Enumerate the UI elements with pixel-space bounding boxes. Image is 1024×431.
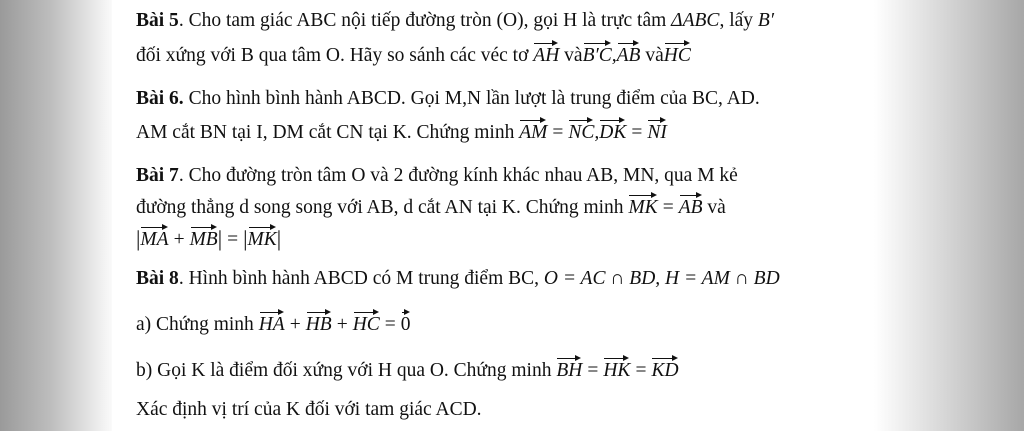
conj-va-2: và <box>640 45 664 66</box>
vector-ha: HA <box>259 310 285 337</box>
part-b-text: b) Gọi K là điểm đối xứng với H qua O. Chứng minh <box>136 360 557 381</box>
vector-nc: NC <box>568 118 594 145</box>
vector-mk-2: MK <box>248 225 277 252</box>
conj-va-3: và <box>702 197 726 218</box>
vector-hc-2: HC <box>353 310 380 337</box>
problem-6-line-1 <box>136 87 760 111</box>
vector-bh: BH <box>556 356 582 383</box>
vector-kd: KD <box>651 356 678 383</box>
problem-6-label: Bài 6. <box>136 88 184 109</box>
problem-5-line-2 <box>136 41 691 68</box>
problem-7-text: . Cho đường tròn tâm O và 2 đường kính khác nhau AB, MN, qua M kẻ <box>178 165 738 186</box>
problem-8-label: Bài 8 <box>136 268 179 289</box>
problem-7-line-1 <box>136 164 738 188</box>
vector-ab: AB <box>617 41 641 68</box>
problem-7-label: Bài 7 <box>136 165 179 186</box>
problem-6-line-2: AM cắt BN tại I, DM cắt CN tại K. Chứng minh AM = NC,DK = NI <box>136 118 667 145</box>
problem-5-line-1 <box>136 9 774 33</box>
vector-hc: HC <box>664 41 691 68</box>
problem-7-text-b: đường thẳng d song song với AB, d cắt AN tại K. Chứng minh <box>136 197 629 218</box>
problem-8-text: . Hình bình hành ABCD có M trung điểm BC, <box>178 268 544 289</box>
vector-ah: AH <box>533 41 559 68</box>
point-b-prime: B′ <box>757 10 775 31</box>
page-shadow-left <box>0 0 112 431</box>
problem-5-text-b: , lấy <box>719 10 758 31</box>
vector-am: AM <box>519 118 547 145</box>
vector-ma: MA <box>140 225 168 252</box>
zero-vector: 0 <box>401 310 411 337</box>
vector-ni: NI <box>647 118 667 145</box>
problem-8-part-a: a) Chứng minh HA + HB + HC = 0 <box>136 310 411 337</box>
problem-6-text: Cho hình bình hành ABCD. Gọi M,N lần lượt là trung điểm của BC, AD. <box>183 88 760 109</box>
problem-5-label: Bài 5 <box>136 10 179 31</box>
conj-va: và <box>559 45 583 66</box>
vector-b-prime-c: B′C <box>583 41 612 68</box>
problem-6-text-b: AM cắt BN tại I, DM cắt CN tại K. Chứng minh <box>136 122 520 143</box>
document-page <box>136 0 896 431</box>
vector-mk: MK <box>628 193 657 220</box>
page-shadow-right <box>874 0 1024 431</box>
problem-8-part-b: b) Gọi K là điểm đối xứng với H qua O. Chứng minh BH = HK = KD <box>136 356 679 383</box>
vector-dk: DK <box>599 118 626 145</box>
comma: , <box>611 45 617 66</box>
vector-hb: HB <box>306 310 332 337</box>
problem-5-text-c: đối xứng với B qua tâm O. Hãy so sánh các véc tơ <box>136 45 534 66</box>
triangle-symbol: ΔABC <box>671 10 720 31</box>
problem-8-line-1 <box>136 267 780 291</box>
problem-7-line-2: đường thẳng d song song với AB, d cắt AN tại K. Chứng minh MK = AB và <box>136 193 726 220</box>
problem-8-last-line <box>136 398 482 422</box>
vector-ab-2: AB <box>679 193 703 220</box>
part-a-text: a) Chứng minh <box>136 314 259 335</box>
last-line-text: Xác định vị trí của K đối với tam giác ACD. <box>136 399 482 420</box>
problem-5-text: . Cho tam giác ABC nội tiếp đường tròn (O), gọi H là trực tâm <box>178 10 672 31</box>
vector-hk: HK <box>603 356 630 383</box>
problem-7-line-3: |MA + MB| = |MK| <box>136 226 282 251</box>
problem-8-formula: O = AC ∩ BD, H = AM ∩ BD <box>543 268 780 289</box>
vector-mb: MB <box>190 225 218 252</box>
